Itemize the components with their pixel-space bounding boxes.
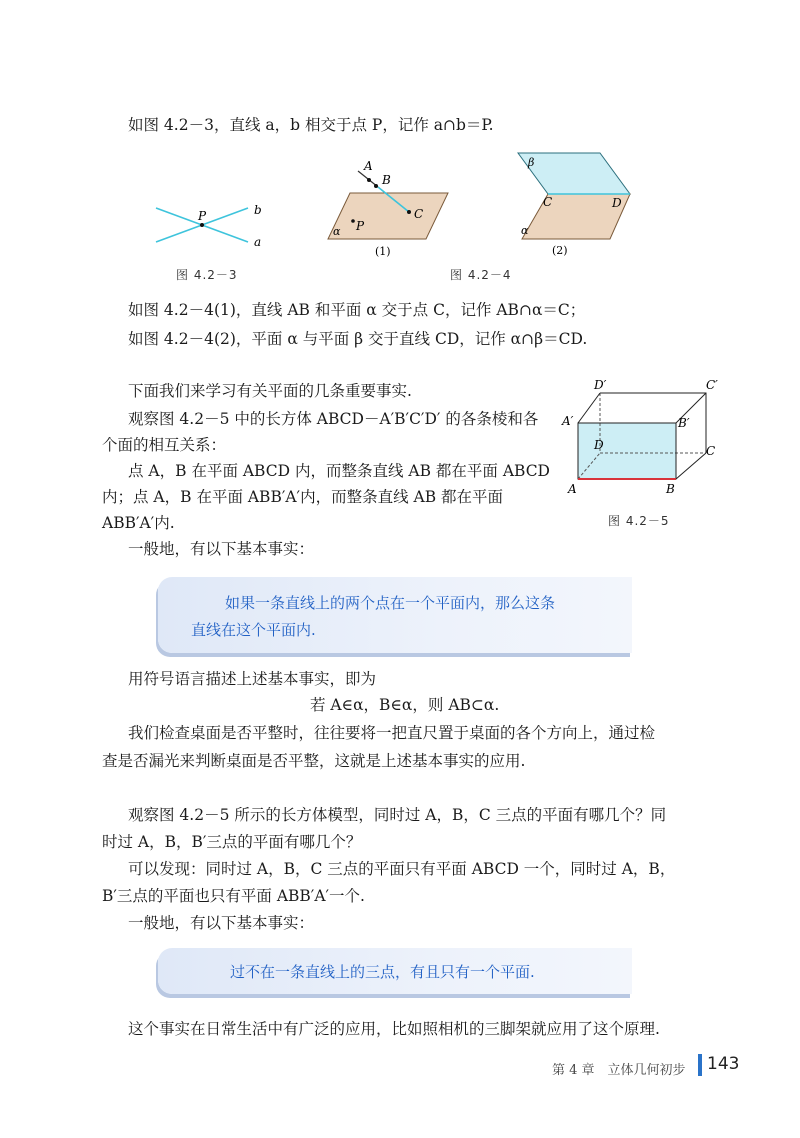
label-alpha: α (521, 224, 529, 237)
text-line-9: ABB′A′内. (102, 514, 175, 532)
figure-4-2-4-2 (510, 150, 660, 265)
text-line-18: B′三点的平面也只有平面 ABB′A′一个. (102, 887, 365, 905)
figure-4-2-4-1 (320, 155, 470, 265)
text-line-10: 一般地，有以下基本事实： (128, 540, 315, 558)
label-a: a (254, 235, 262, 249)
footer-chapter: 第 4 章 立体几何初步 (552, 1063, 686, 1078)
figure-caption-4-2-3: 图 4.2－3 (176, 268, 238, 282)
label-b: b (254, 203, 262, 217)
text-line-2: 如图 4.2－4(1)，直线 AB 和平面 α 交于点 C，记作 AB∩α＝C； (128, 301, 586, 319)
text-line-6: 个面的相互关系： (102, 436, 227, 454)
label-beta: β (528, 156, 535, 169)
text-line-11: 用符号语言描述上述基本事实，即为 (128, 670, 377, 688)
label-D: D (612, 196, 622, 210)
sublabel-2: (2) (552, 244, 568, 257)
plane-alpha (328, 193, 448, 239)
text-line-19: 一般地，有以下基本事实： (128, 914, 315, 932)
label-C: C (706, 444, 716, 458)
label-Ap: A′ (562, 414, 574, 428)
text-line-4: 下面我们来学习有关平面的几条重要事实. (128, 382, 412, 400)
text-line-17: 可以发现：同时过 A，B，C 三点的平面只有平面 ABCD 一个，同时过 A，B， (128, 860, 676, 878)
label-Cp: C′ (706, 378, 718, 392)
text-line-16: 时过 A，B，B′三点的平面有哪几个？ (102, 833, 362, 851)
figure-4-2-5 (560, 375, 720, 500)
figure-4-2-3 (150, 200, 280, 255)
face-front-cyan (578, 423, 676, 479)
label-Bp: B′ (678, 416, 690, 430)
axiom-2-line: 过不在一条直线上的三点，有且只有一个平面. (230, 963, 535, 981)
label-alpha: α (333, 225, 341, 238)
label-Dp: D′ (594, 378, 607, 392)
plane-beta (518, 153, 630, 194)
text-line-20: 这个事实在日常生活中有广泛的应用，比如照相机的三脚架就应用了这个原理. (128, 1020, 660, 1038)
text-line-5: 观察图 4.2－5 中的长方体 ABCD－A′B′C′D′ 的各条棱和各 (128, 410, 539, 428)
label-p: P (198, 209, 207, 223)
sublabel-1: (1) (375, 245, 391, 258)
text-line-14: 查是否漏光来判断桌面是否平整，这就是上述基本事实的应用. (102, 752, 526, 770)
axiom-box-2 (158, 948, 632, 994)
label-A: A (364, 159, 373, 173)
text-line-3: 如图 4.2－4(2)，平面 α 与平面 β 交于直线 CD，记作 α∩β＝CD. (128, 330, 588, 348)
label-B: B (382, 173, 391, 187)
axiom-1-line-1: 如果一条直线上的两个点在一个平面内，那么这条 (225, 594, 556, 612)
label-D: D (594, 438, 604, 452)
label-C: C (414, 207, 424, 221)
label-C: C (543, 195, 553, 209)
label-P: P (356, 219, 365, 233)
text-line-12: 若 A∈α，B∈α，则 AB⊂α. (310, 696, 500, 714)
page-number: 143 (707, 1054, 740, 1074)
text-line-1: 如图 4.2－3，直线 a，b 相交于点 P，记作 a∩b＝P. (128, 116, 494, 134)
figure-caption-4-2-5: 图 4.2－5 (608, 514, 670, 528)
label-A: A (568, 482, 577, 496)
label-B: B (666, 482, 675, 496)
point-p (200, 223, 204, 227)
footer-divider (698, 1054, 702, 1076)
figure-caption-4-2-4: 图 4.2－4 (450, 268, 512, 282)
text-line-13: 我们检查桌面是否平整时，往往要将一把直尺置于桌面的各个方向上，通过检 (128, 724, 656, 742)
text-line-15: 观察图 4.2－5 所示的长方体模型，同时过 A，B，C 三点的平面有哪几个？同 (128, 806, 667, 824)
axiom-1-line-2: 直线在这个平面内. (191, 621, 316, 639)
text-line-8: 内；点 A，B 在平面 ABB′A′内，而整条直线 AB 都在平面 (102, 488, 504, 506)
axiom-box-1 (158, 577, 632, 653)
text-line-7: 点 A，B 在平面 ABCD 内，而整条直线 AB 都在平面 ABCD (128, 462, 550, 480)
